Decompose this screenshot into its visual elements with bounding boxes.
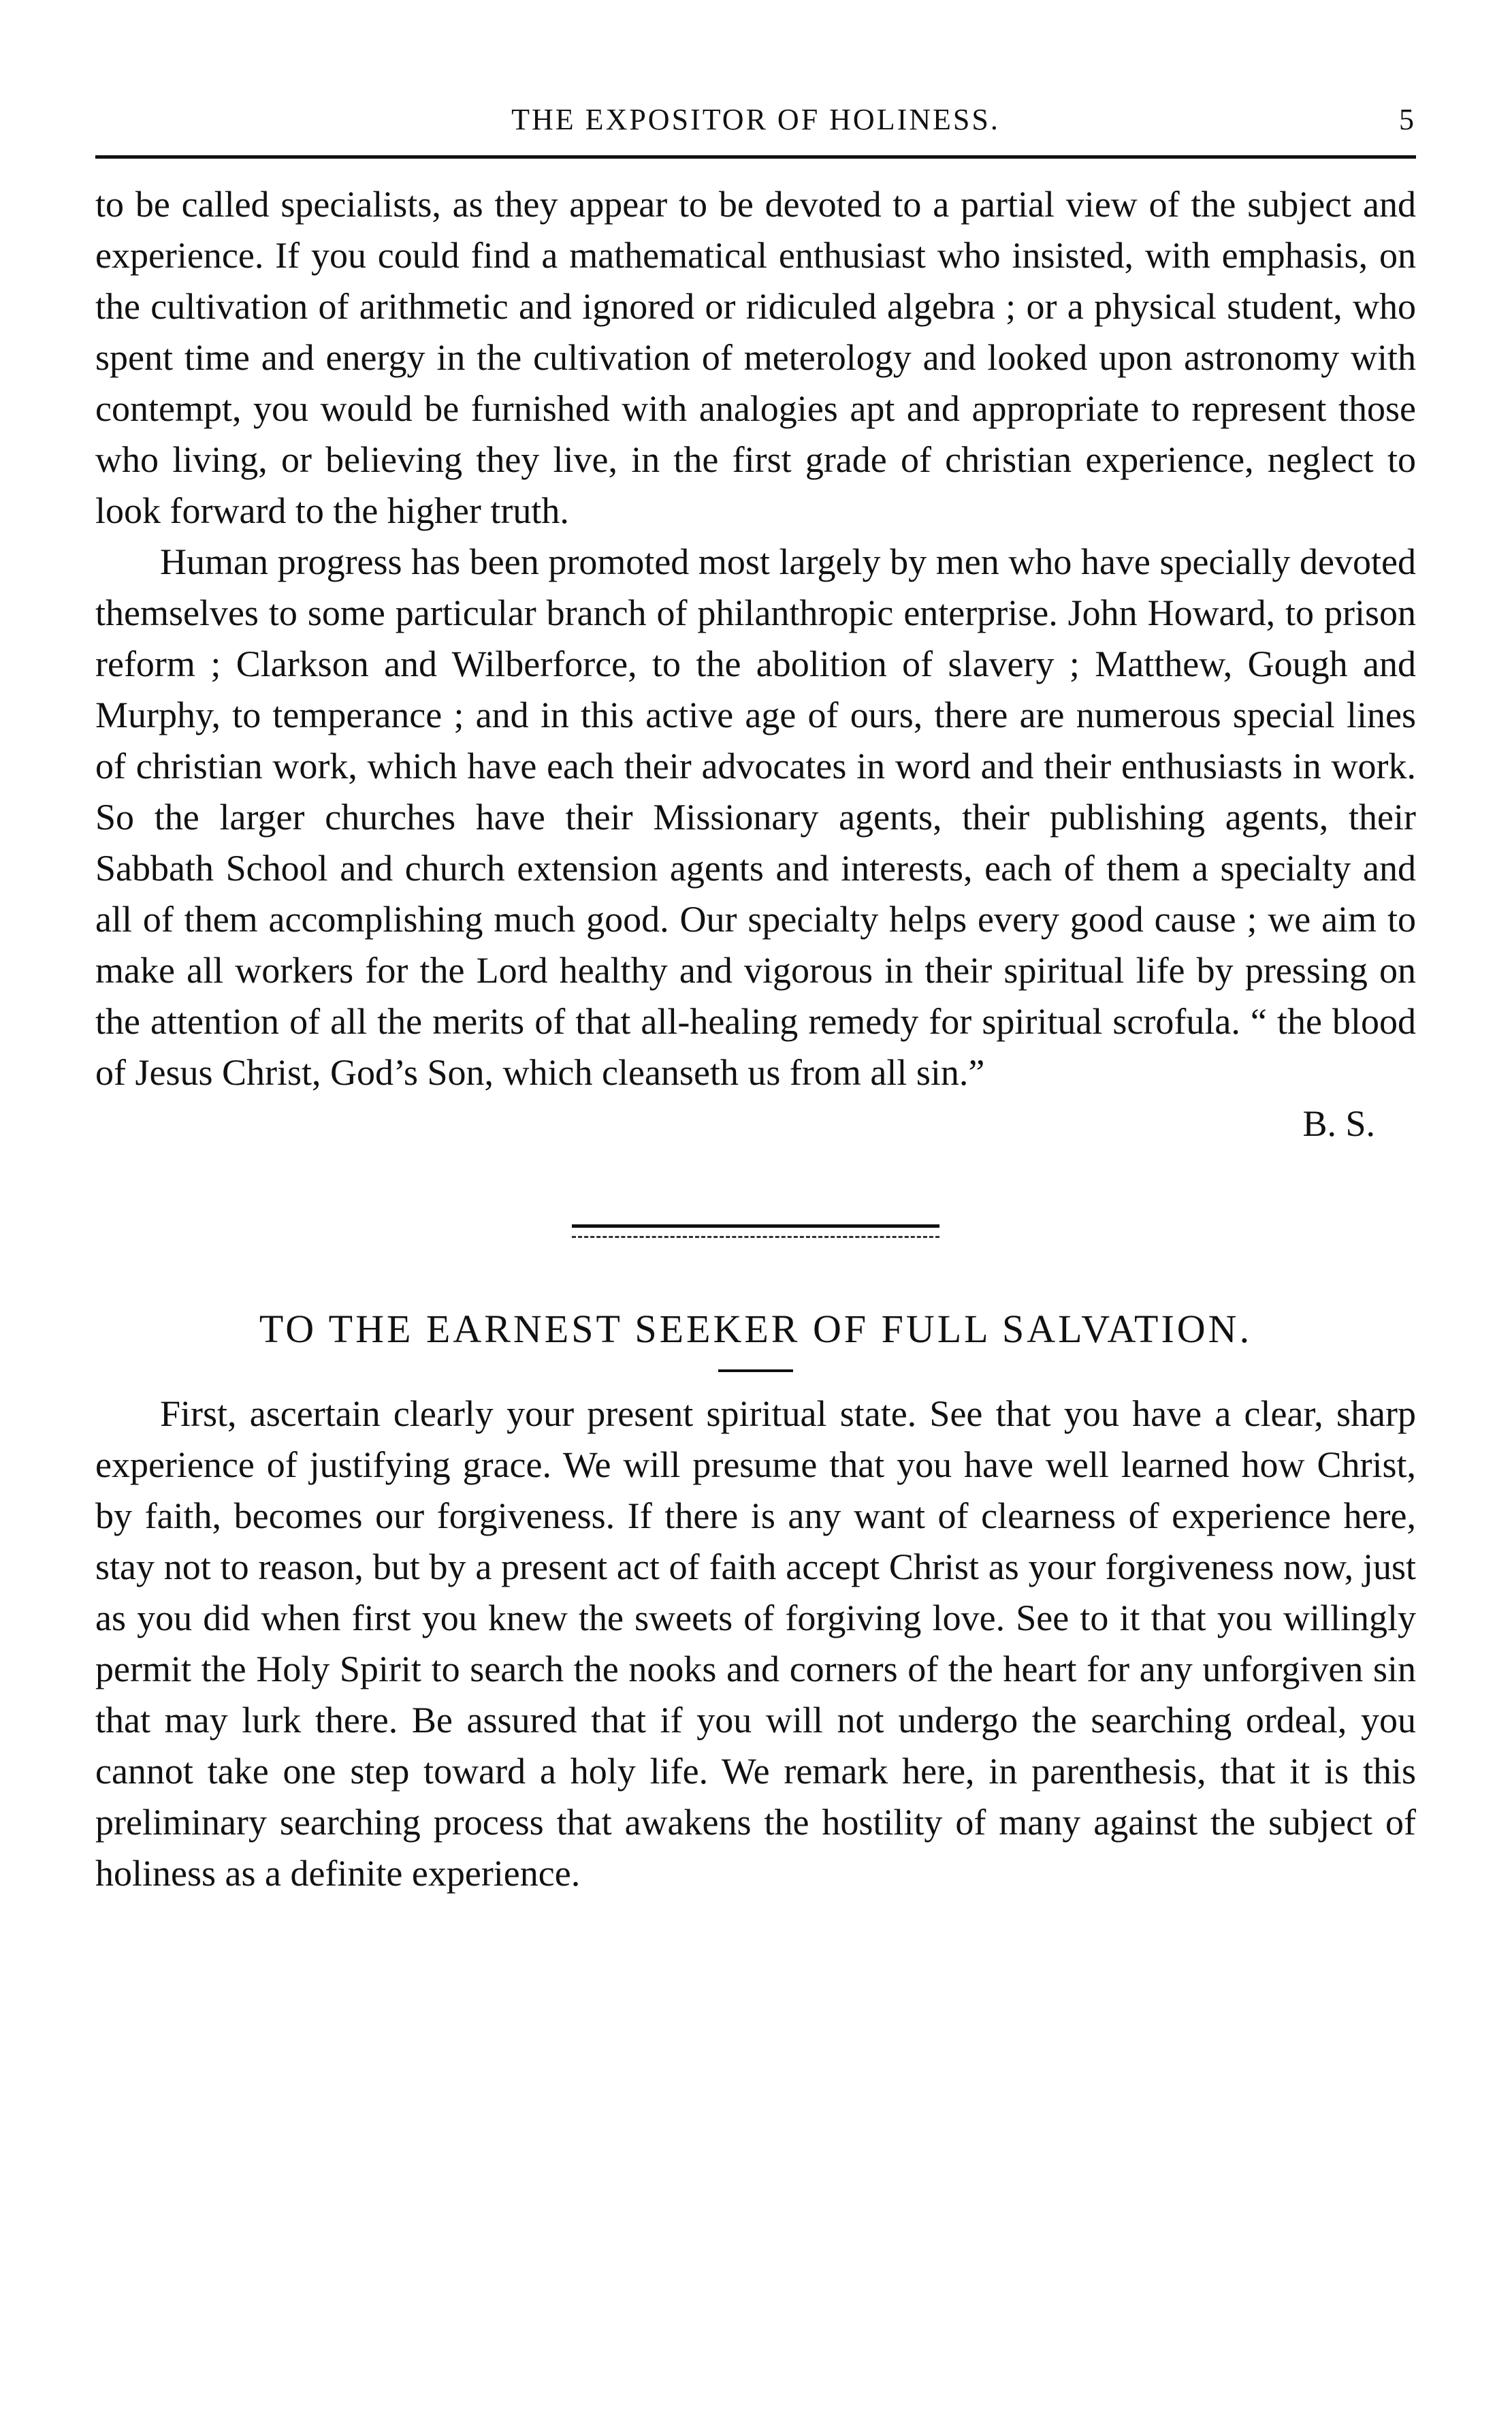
page-number: 5 — [1399, 103, 1416, 136]
running-header — [95, 95, 1416, 150]
article-continued — [95, 179, 1416, 1149]
paragraph-first-ascertain: First, ascertain clearly your present spiritual state. See that you have a clear, sharp experience of justifying grace. We will presume that you have well learned how Christ, by faith, becomes our forgiveness. If there is any want of clearness of experience here, stay not to reason, but by a present act of faith accept Christ as your forgiveness now, just as you did when first you knew the sweets of forgiving love. See to it that you willingly permit the Holy Spirit to search the nooks and corners of the heart for any unforgiven sin that may lurk there. Be assured that if you will not undergo the searching ordeal, you cannot take one step toward a holy life. We remark here, in parenthesis, that it is this preliminary searching process that awakens the hostility of many against the subject of holiness as a definite experience. — [95, 1393, 1416, 1894]
running-title: THE EXPOSITOR OF HOLINESS. — [511, 103, 1000, 136]
paragraph-human-progress: Human progress has been promoted most largely by men who have specially devoted themselves to some particular branch of philanthropic enterprise. John Howard, to prison reform ; Clarkson and Wilberforce, to the abolition of slavery ; Matthew, Gough and Murphy, to temperance ; and in this active age of ours, there are numerous special lines of christian work, which have each their advocates in word and their enthusiasts in work. So the larger churches have their Missionary agents, their publishing agents, their Sabbath School and church extension agents and interests, each of them a specialty and all of them accomplishing much good. Our specialty helps every good cause ; we aim to make all workers for the Lord healthy and vigorous in their spiritual life by pressing on the attention of all the merits of that all-healing remedy for spiritual scrofula. “ the blood of Jesus Christ, God’s Son, which cleanseth us from all sin.” — [95, 541, 1416, 1093]
book-page — [95, 95, 1416, 1899]
section-title: TO THE EARNEST SEEKER OF FULL SALVATION. — [259, 1307, 1253, 1351]
article-earnest-seeker — [95, 1388, 1416, 1899]
title-rule — [718, 1369, 793, 1372]
paragraph-continued: to be called specialists, as they appear to be devoted to a partial view of the subject and experience. If you could find a mathematical enthusiast who insisted, with emphasis, on the cultivation of arithmetic and ignored or ridiculed algebra ; or a physical student, who spent time and energy in the cultivation of meterology and looked upon astronomy with contempt, you would be furnished with analogies apt and appropriate to represent those who living, or believing they live, in the first grade of christian experience, neglect to look forward to the higher truth. — [95, 184, 1416, 531]
header-rule — [95, 155, 1416, 159]
signature: B. S. — [1302, 1103, 1375, 1144]
section-divider-ornament — [572, 1224, 939, 1238]
